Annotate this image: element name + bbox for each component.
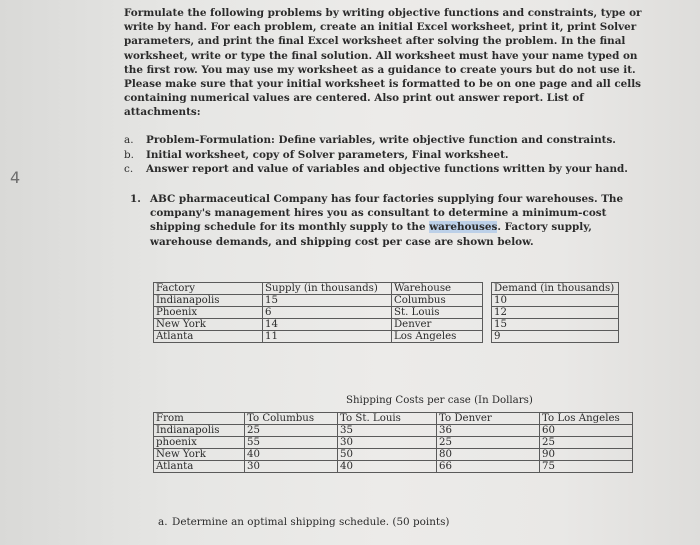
shipping-costs-table [153, 412, 633, 473]
table-row: New York 40 50 80 90 [154, 449, 633, 461]
table-row: Phoenix 6 St. Louis 12 [154, 307, 619, 319]
attachment-item: b. Initial worksheet, copy of Solver parameters, Final worksheet. [124, 148, 509, 161]
shipping-costs-title: Shipping Costs per case (In Dollars) [346, 395, 533, 406]
table-row: Indianapolis 15 Columbus 10 [154, 295, 619, 307]
table-header-row: Factory Supply (in thousands) Warehouse Demand (in thousands) [154, 283, 619, 295]
margin-handwritten-mark: 4 [10, 168, 21, 187]
attachments-list [124, 133, 644, 177]
table-row: Atlanta 11 Los Angeles 9 [154, 331, 619, 343]
highlighted-word: warehouses [429, 221, 498, 234]
attachment-item: c. Answer report and value of variables and objective functions written by your hand. [124, 163, 628, 175]
supply-demand-table [153, 282, 619, 343]
instructions-paragraph: Formulate the following problems by writing objective functions and constraints, type or write by hand. For each problem, create an initial Excel worksheet, print it, print Solver parameters, and print the final Excel worksheet after solving the problem. In the final worksheet, write or type the final solution. All worksheet must have your name typed on the first row. You may use my worksheet as a guidance to create yours but do not use it. Please make sure that your initial worksheet is formatted to be on one page and all cells containing numerical values are centered. Also print out answer report. List of attachments: [124, 7, 642, 119]
table-row: Indianapolis 25 35 36 60 [154, 425, 633, 437]
table-row: phoenix 55 30 25 25 [154, 437, 633, 449]
problem-statement [130, 192, 650, 249]
attachment-item: a. Problem-Formulation: Define variables, write objective function and constraints. [124, 134, 616, 146]
table-row: Atlanta 30 40 66 75 [154, 461, 633, 473]
table-row: New York 14 Denver 15 [154, 319, 619, 331]
problem-text: ABC pharmaceutical Company has four factories supplying four warehouses. The company's management hires you as consultant to determine a minimum-cost shipping schedule for its monthly supply to the warehouses. Factory supply, warehouse demands, and shipping cost per case are shown below. [150, 193, 624, 248]
question-item: a. Determine an optimal shipping schedule. (50 points) [158, 516, 450, 528]
table-header-row: From To Columbus To St. Louis To Denver To Los Angeles [154, 413, 633, 425]
problem-number: 1. [130, 193, 141, 205]
